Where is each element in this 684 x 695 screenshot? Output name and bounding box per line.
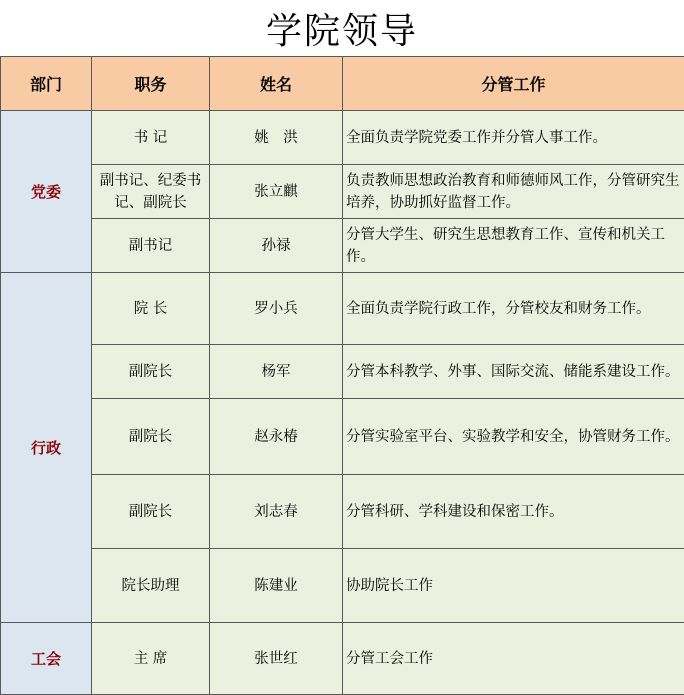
table-row	[1, 549, 684, 623]
position-cell: 副院长	[92, 345, 210, 399]
table-row	[1, 623, 684, 695]
table-row	[1, 111, 684, 165]
duty-cell: 分管科研、学科建设和保密工作。	[343, 475, 684, 549]
duty-cell: 负责教师思想政治教育和师德师风工作，分管研究生培养，协助抓好监督工作。	[343, 165, 684, 219]
duty-cell: 分管大学生、研究生思想教育工作、宣传和机关工作。	[343, 219, 684, 273]
duty-cell: 全面负责学院党委工作并分管人事工作。	[343, 111, 684, 165]
page-title: 学院领导	[0, 0, 684, 56]
name-cell: 张立麒	[210, 165, 343, 219]
header-row	[1, 57, 684, 111]
duty-cell: 分管本科教学、外事、国际交流、储能系建设工作。	[343, 345, 684, 399]
table-row	[1, 219, 684, 273]
position-cell: 院长助理	[92, 549, 210, 623]
table-row	[1, 475, 684, 549]
header-position: 职务	[92, 57, 210, 111]
position-cell: 副书记	[92, 219, 210, 273]
duty-cell: 协助院长工作	[343, 549, 684, 623]
name-cell: 杨军	[210, 345, 343, 399]
header-duty: 分管工作	[343, 57, 684, 111]
leaders-table	[0, 56, 684, 695]
header-name: 姓名	[210, 57, 343, 111]
position-cell: 副院长	[92, 475, 210, 549]
position-cell: 副书记、纪委书记、副院长	[92, 165, 210, 219]
name-cell: 罗小兵	[210, 273, 343, 345]
duty-cell: 分管实验室平台、实验教学和安全，协管财务工作。	[343, 399, 684, 475]
name-cell: 张世红	[210, 623, 343, 695]
duty-cell: 分管工会工作	[343, 623, 684, 695]
dept-union: 工会	[1, 623, 92, 695]
table-row	[1, 273, 684, 345]
position-cell: 主 席	[92, 623, 210, 695]
name-cell: 刘志春	[210, 475, 343, 549]
dept-admin: 行政	[1, 273, 92, 623]
name-cell: 孙禄	[210, 219, 343, 273]
name-cell: 陈建业	[210, 549, 343, 623]
header-dept: 部门	[1, 57, 92, 111]
name-cell: 赵永椿	[210, 399, 343, 475]
table-row	[1, 399, 684, 475]
position-cell: 副院长	[92, 399, 210, 475]
position-cell: 书 记	[92, 111, 210, 165]
table-row	[1, 345, 684, 399]
name-cell: 姚 洪	[210, 111, 343, 165]
dept-party: 党委	[1, 111, 92, 273]
duty-cell: 全面负责学院行政工作，分管校友和财务工作。	[343, 273, 684, 345]
table-row	[1, 165, 684, 219]
position-cell: 院 长	[92, 273, 210, 345]
